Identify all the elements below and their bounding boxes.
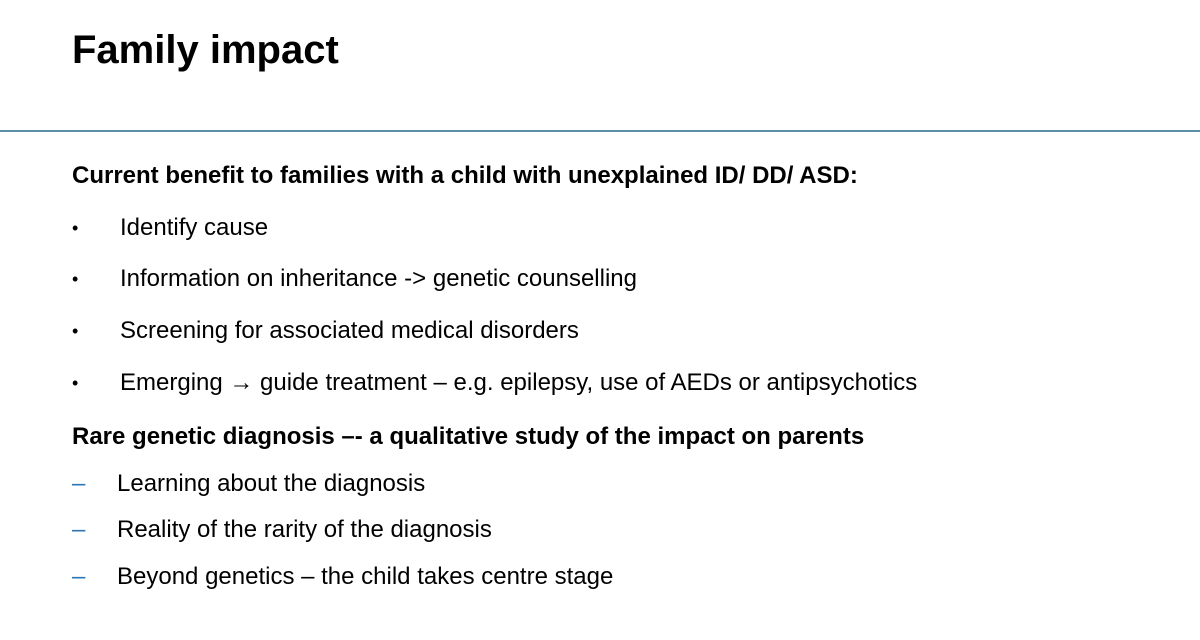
dash-icon: –: [72, 563, 86, 590]
slide-title: Family impact: [72, 28, 339, 72]
section-heading-rare-diagnosis: Rare genetic diagnosis –- a qualitative study of the impact on parents: [72, 423, 865, 450]
bullet-icon: •: [72, 373, 79, 393]
title-divider: [0, 130, 1200, 132]
bullet-text: Information on inheritance -> genetic counselling: [120, 265, 637, 292]
bullet-icon: •: [72, 218, 79, 238]
dash-text: Reality of the rarity of the diagnosis: [117, 516, 492, 543]
bullet-icon: •: [72, 321, 79, 341]
dash-icon: –: [72, 516, 86, 543]
bullet-icon: •: [72, 269, 79, 289]
bullet-text: Identify cause: [120, 214, 269, 241]
dash-text: Learning about the diagnosis: [117, 470, 426, 497]
section-heading-current-benefit: Current benefit to families with a child with unexplained ID/ DD/ ASD:: [72, 162, 858, 189]
dash-icon: –: [72, 470, 86, 497]
bullet-text: Screening for associated medical disorders: [120, 317, 579, 344]
bullet-text: Emerging → guide treatment – e.g. epilepsy, use of AEDs or antipsychotics: [120, 369, 918, 396]
dash-text: Beyond genetics – the child takes centre stage: [117, 563, 614, 590]
